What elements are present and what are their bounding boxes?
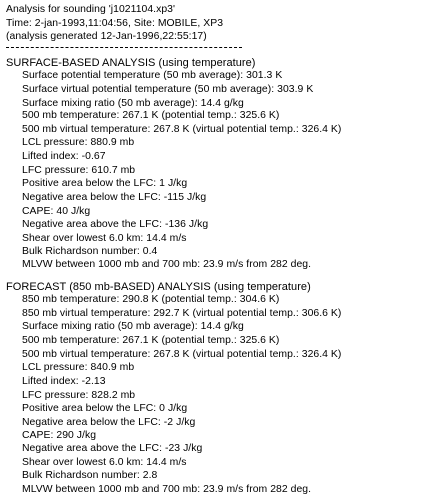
- forecast-item: LCL pressure: 840.9 mb: [22, 362, 135, 374]
- surface-item: LCL pressure: 880.9 mb: [22, 137, 135, 149]
- forecast-item: 850 mb temperature: 290.8 K (potential temp.: 304.6 K): [22, 294, 280, 306]
- surface-item: Surface virtual potential temperature (50 mb average): 303.9 K: [22, 83, 314, 95]
- surface-item: Negative area above the LFC: -136 J/kg: [22, 219, 209, 231]
- forecast-item: Surface mixing ratio (50 mb average): 14.4 g/kg: [22, 321, 244, 333]
- forecast-item: LFC pressure: 828.2 mb: [22, 389, 136, 401]
- forecast-item: 500 mb virtual temperature: 267.8 K (virtual potential temp.: 326.4 K): [22, 348, 342, 360]
- surface-section-title: SURFACE-BASED ANALYSIS (using temperature): [6, 56, 256, 69]
- surface-item: Negative area below the LFC: -115 J/kg: [22, 191, 207, 203]
- header-generated: (analysis generated 12-Jan-1996,22:55:17): [6, 31, 207, 43]
- forecast-item: MLVW between 1000 mb and 700 mb: 23.9 m/s from 282 deg.: [22, 484, 312, 495]
- header-time-site: Time: 2-jan-1993,11:04:56, Site: MOBILE, XP3: [6, 17, 224, 29]
- header-divider: [6, 47, 242, 48]
- surface-item: Surface potential temperature (50 mb average): 301.3 K: [22, 70, 283, 82]
- forecast-item: Shear over lowest 6.0 km: 14.4 m/s: [22, 456, 187, 468]
- forecast-item: Negative area above the LFC: -23 J/kg: [22, 443, 203, 455]
- forecast-item: Bulk Richardson number: 2.8: [22, 470, 158, 482]
- surface-item: Surface mixing ratio (50 mb average): 14.4 g/kg: [22, 97, 244, 109]
- surface-item: 500 mb temperature: 267.1 K (potential temp.: 325.6 K): [22, 110, 280, 122]
- surface-item: Positive area below the LFC: 1 J/kg: [22, 178, 188, 190]
- forecast-section-title: FORECAST (850 mb-BASED) ANALYSIS (using temperature): [6, 280, 311, 293]
- surface-item: MLVW between 1000 mb and 700 mb: 23.9 m/s from 282 deg.: [22, 259, 312, 271]
- surface-item: Bulk Richardson number: 0.4: [22, 246, 158, 258]
- forecast-item: Positive area below the LFC: 0 J/kg: [22, 403, 188, 415]
- surface-item: CAPE: 40 J/kg: [22, 205, 91, 217]
- surface-item: 500 mb virtual temperature: 267.8 K (virtual potential temp.: 326.4 K): [22, 123, 342, 135]
- forecast-item: CAPE: 290 J/kg: [22, 429, 97, 441]
- forecast-item: 500 mb temperature: 267.1 K (potential temp.: 325.6 K): [22, 335, 280, 346]
- forecast-item: Lifted index: -2.13: [22, 375, 106, 387]
- forecast-item: Negative area below the LFC: -2 J/kg: [22, 416, 196, 428]
- surface-item: Shear over lowest 6.0 km: 14.4 m/s: [22, 232, 187, 244]
- surface-item: Lifted index: -0.67: [22, 151, 106, 162]
- forecast-item: 850 mb virtual temperature: 292.7 K (virtual potential temp.: 306.6 K): [22, 307, 342, 319]
- surface-item: LFC pressure: 610.7 mb: [22, 164, 136, 176]
- header-sounding-name: Analysis for sounding 'j1021104.xp3': [6, 4, 176, 15]
